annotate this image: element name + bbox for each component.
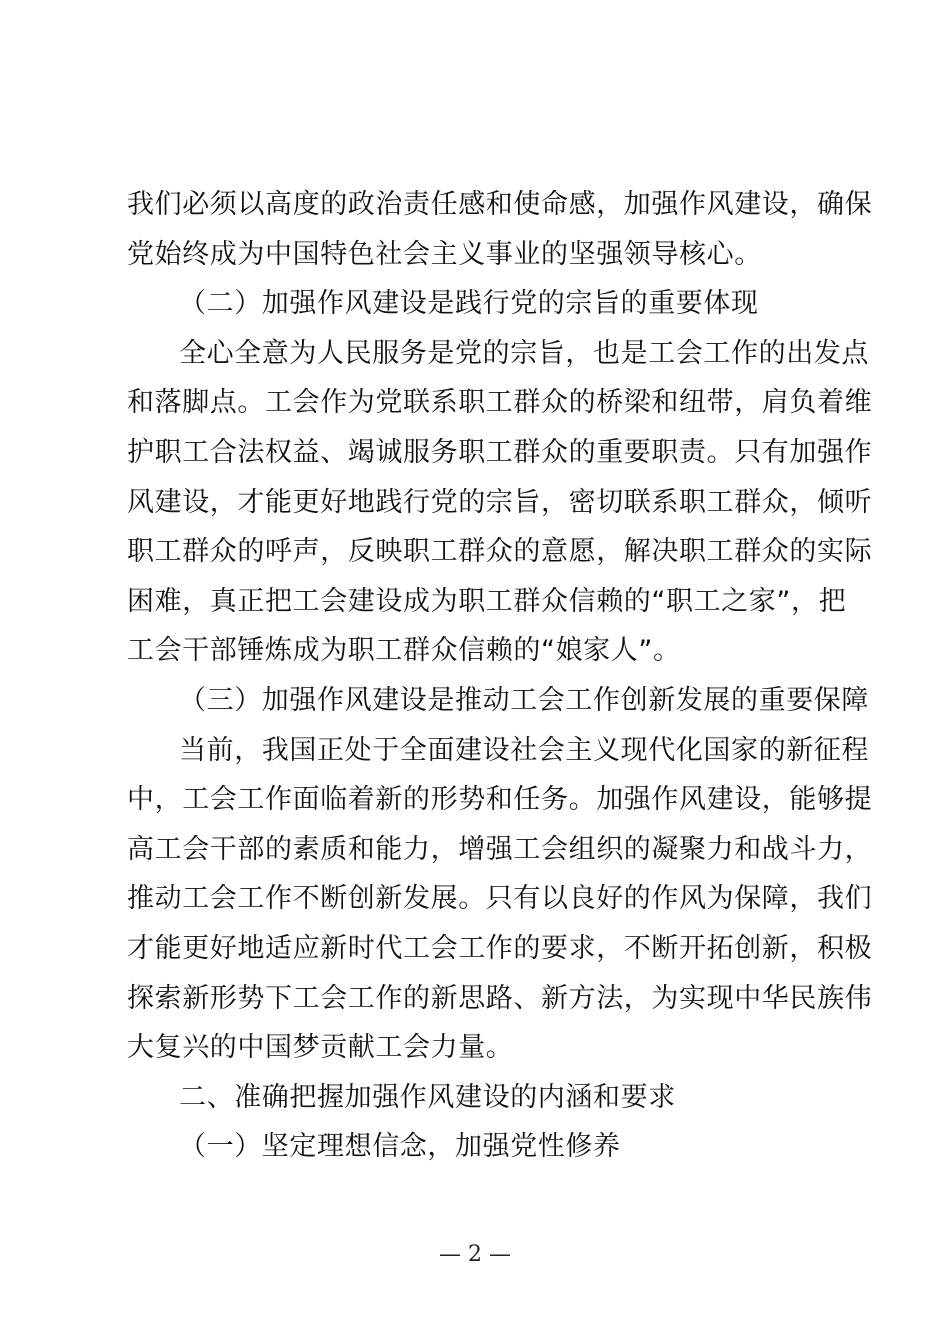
paragraph-line: 护职工合法权益、竭诚服务职工群众的重要职责。只有加强作 bbox=[127, 436, 873, 468]
paragraph-line: 推动工会工作不断创新发展。只有以良好的作风为保障，我们 bbox=[127, 883, 873, 915]
paragraph-line: 党始终成为中国特色社会主义事业的坚强领导核心。 bbox=[127, 238, 762, 270]
paragraph-line: 困难，真正把工会建设成为职工群众信赖的“职工之家”，把 bbox=[127, 585, 847, 617]
paragraph-line: 高工会干部的素质和能力，增强工会组织的凝聚力和战斗力， bbox=[127, 833, 873, 865]
paragraph-line: 当前，我国正处于全面建设社会主义现代化国家的新征程 bbox=[179, 734, 869, 766]
paragraph-line: 职工群众的呼声，反映职工群众的意愿，解决职工群众的实际 bbox=[127, 536, 873, 568]
paragraph-line: 风建设，才能更好地践行党的宗旨，密切联系职工群众，倾听 bbox=[127, 486, 873, 518]
paragraph-line: 大复兴的中国梦贡献工会力量。 bbox=[127, 1032, 514, 1064]
section-heading: （一）坚定理想信念，加强党性修养 bbox=[179, 1131, 621, 1163]
document-body bbox=[127, 180, 873, 1172]
page-number: — 2 — bbox=[439, 1242, 511, 1267]
section-heading: （三）加强作风建设是推动工会工作创新发展的重要保障 bbox=[179, 684, 869, 716]
section-heading: （二）加强作风建设是践行党的宗旨的重要体现 bbox=[179, 288, 759, 320]
paragraph-line: 探索新形势下工会工作的新思路、新方法，为实现中华民族伟 bbox=[127, 982, 873, 1014]
paragraph-line: 我们必须以高度的政治责任感和使命感，加强作风建设，确保 bbox=[127, 189, 873, 220]
paragraph-line: 工会干部锤炼成为职工群众信赖的“娘家人”。 bbox=[127, 635, 681, 667]
paragraph-line: 中，工会工作面临着新的形势和任务。加强作风建设，能够提 bbox=[127, 784, 873, 816]
paragraph-line: 才能更好地适应新时代工会工作的要求，不断开拓创新，积极 bbox=[127, 932, 873, 964]
paragraph-line: 全心全意为人民服务是党的宗旨，也是工会工作的出发点 bbox=[179, 337, 869, 369]
section-heading: 二、准确把握加强作风建设的内涵和要求 bbox=[179, 1081, 676, 1113]
paragraph-line: 和落脚点。工会作为党联系职工群众的桥梁和纽带，肩负着维 bbox=[127, 387, 873, 419]
